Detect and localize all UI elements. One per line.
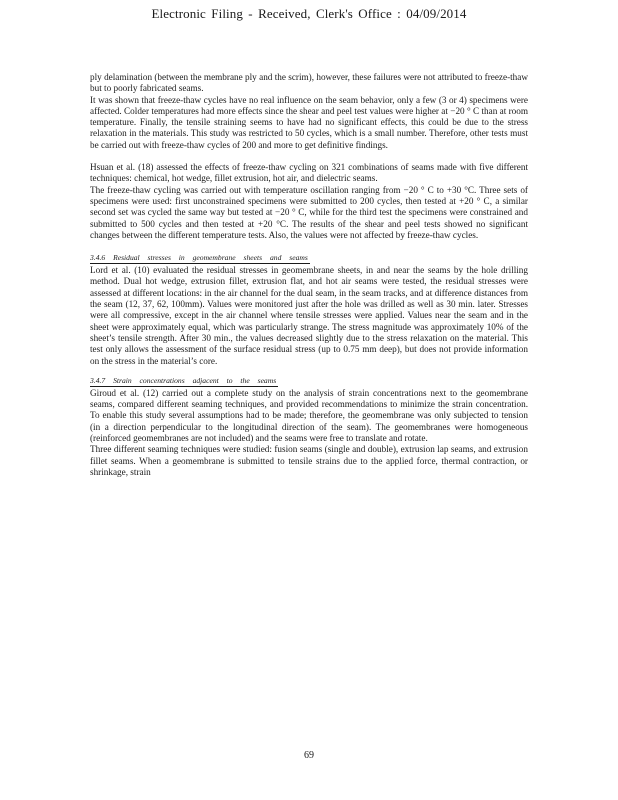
section-heading-strain-concentrations: 3.4.7 Strain concentrations adjacent to the seams [90,375,277,385]
paragraph-gap [90,241,528,252]
paragraph-gap [90,367,528,375]
paragraph: ply delamination (between the membrane ply and the scrim), however, these failures were not attributed to freeze-thaw but to poorly fabricated seams. [90,72,528,94]
section-heading-residual-stresses: 3.4.6 Residual stresses in geomembrane sheets and seams [90,253,308,263]
paragraph: Three different seaming techniques were studied: fusion seams (single and double), extrusion lap seams, and extrusion fillet seams. When a geomembrane is submitted to tensile strains due to the applied force, thermal contraction, or shrinkage, strain [90,444,528,477]
paragraph: It was shown that freeze-thaw cycles have no real influence on the seam behavior, only a few (3 or 4) specimens were affected. Colder temperatures had more effects since the shear and peel test values were higher at −20 ° C than at room temperature. Finally, the tensile straining seems to have had no significant effects, this could be due to the stress relaxation in the materials. This study was restricted to 50 cycles, which is a small number. Therefore, other tests must be carried out with freeze-thaw cycles of 200 and more to get definitive findings. [90,94,528,150]
page-number: 69 [304,750,314,761]
paragraph: The freeze-thaw cycling was carried out with temperature oscillation ranging from −20 ° C to +30 °C. Three sets of specimens were used: first unconstrained specimens were submitted to 200 cycles, then tested at +20 ° C, a similar second set was cycled the same way but tested at −20 ° C, while for the third test the specimens were constrained and submitted to 500 cycles and then tested at +20 °C. The results of the shear and peel tests showed no significant changes between the different temperature tests. Also, the values were not affected by freeze-thaw cycles. [90,184,528,240]
paragraph: Giroud et al. (12) carried out a complete study on the analysis of strain concentrations next to the geomembrane seams, compared different seaming techniques, and provided recommendations to minimize the strain concentration. To enable this study several assumptions had to be made; therefore, the geomembrane was only subjected to tension (in a direction perpendicular to the longitudinal direction of the seam). The geomembranes were homogeneous (reinforced geomembranes are not included) and the seams were free to translate and rotate. [90,387,528,444]
page-body [90,72,528,478]
filing-header: Electronic Filing - Received, Clerk's Office : 04/09/2014 [151,6,467,21]
paragraph: Lord et al. (10) evaluated the residual stresses in geomembrane sheets, in and near the seams by the hole drilling method. Dual hot wedge, extrusion fillet, extrusion flat, and hot air seams were tested, the residual stresses were assessed at different locations: in the air channel for the dual seam, in the seam tracks, and at difference distances from the seam (12, 37, 62, 100mm). Values were monitored just after the hole was drilled as well as 30 min. later. Stresses were all compressive, except in the air channel where tensile stresses were applied. Values near the seam and in the sheet were approximately equal, which was particularly strange. The stress magnitude was approximately 10% of the sheet’s tensile strength. After 30 min., the values decreased slightly due to the stress relaxation on the material. This test only allows the assessment of the surface residual stress (up to 0.75 mm deep), but does not provide information on the stress in the material’s core. [90,265,528,366]
paragraph-gap [90,151,528,162]
paragraph: Hsuan et al. (18) assessed the effects of freeze-thaw cycling on 321 combinations of seams made with five different techniques: chemical, hot wedge, fillet extrusion, hot air, and dielectric seams. [90,162,528,184]
